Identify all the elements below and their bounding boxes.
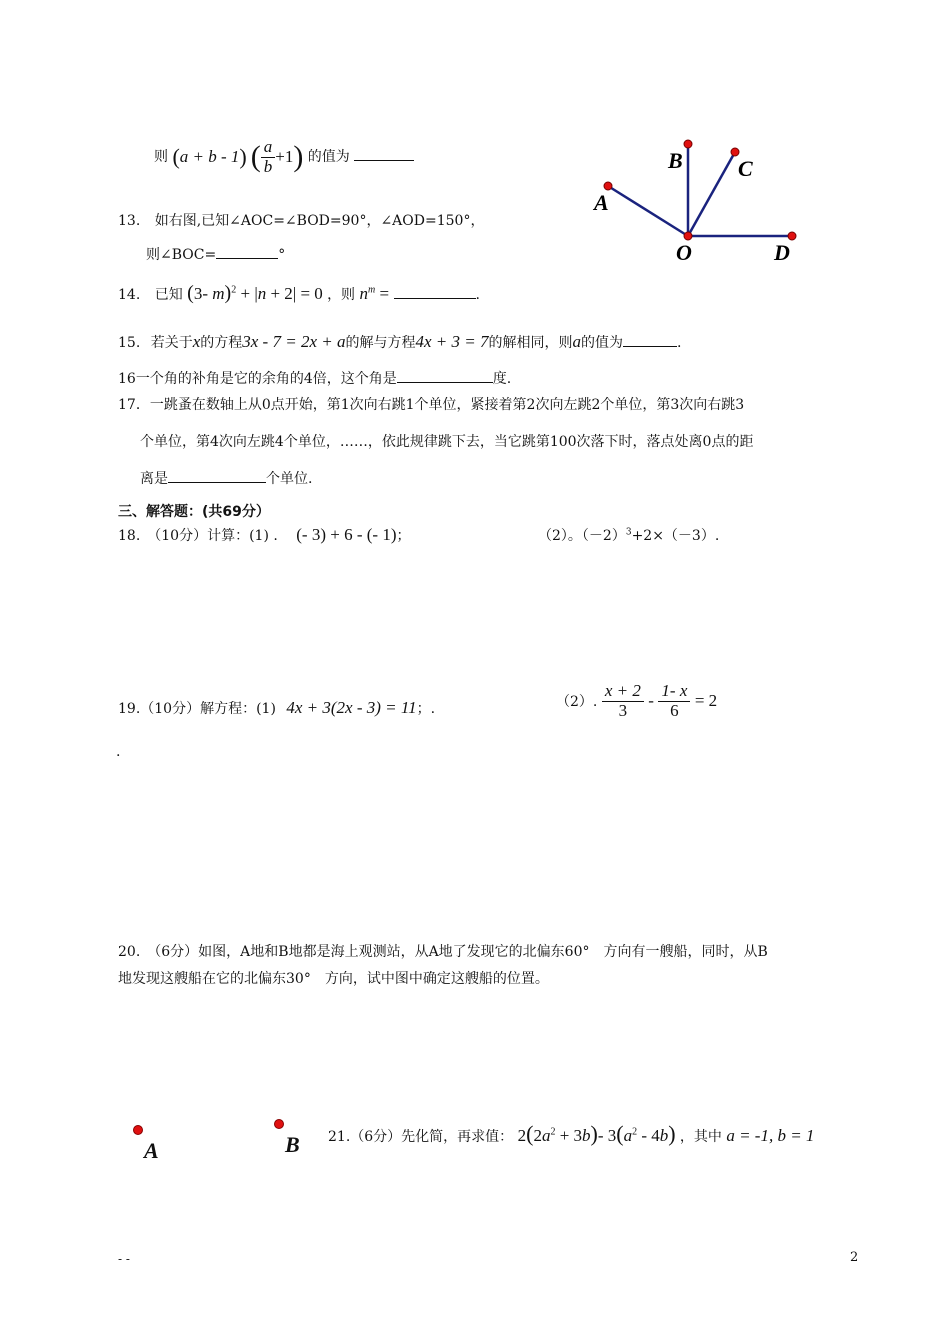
- q15-text3: 的解与方程: [345, 335, 416, 351]
- q14-line: [118, 282, 480, 305]
- q19-line: [118, 698, 435, 718]
- q18-exponent: 3: [625, 527, 632, 538]
- q19-part2: [556, 682, 717, 720]
- ray-oc: [688, 152, 735, 236]
- q19-minus: -: [648, 691, 654, 711]
- point-b: [684, 140, 692, 148]
- station-b-point: [274, 1119, 284, 1129]
- q16-answer-blank[interactable]: [397, 382, 493, 383]
- q21-line: [328, 1121, 814, 1147]
- q13-prefix: 则∠BOC=: [146, 247, 217, 263]
- q15-answer-blank[interactable]: [623, 346, 677, 347]
- station-a-label: A: [144, 1138, 159, 1163]
- point-a: [604, 182, 612, 190]
- q14-expression: (3- m)$^2$ + |n + 2| = 0: [187, 282, 323, 304]
- q16-line: [118, 368, 511, 388]
- page-number: 2: [850, 1250, 859, 1265]
- q14-end: .: [475, 287, 480, 303]
- q17-line1: 17．一跳蚤在数轴上从0点开始，第1次向右跳1个单位，紧接着第2次向左跳2个单位，第3次向右跳3: [118, 397, 745, 413]
- q15-a: a: [572, 332, 581, 351]
- point-c: [731, 148, 739, 156]
- q17-prefix: 离是: [140, 471, 168, 487]
- q13-line1: [118, 210, 484, 230]
- q14-mid: ，则: [327, 287, 356, 303]
- label-o: O: [676, 240, 692, 265]
- q15-equation1: 3x - 7 = 2x + a: [242, 332, 346, 351]
- footer-left: - -: [118, 1252, 130, 1266]
- q18-text: 18. （10分）计算：(1) .: [118, 528, 278, 544]
- q15-number: 15.: [118, 335, 141, 351]
- q16-text: 16一个角的补角是它的余角的4倍，这个角是: [118, 371, 397, 387]
- q17-line3: [140, 468, 312, 488]
- q19-den1: 3: [618, 700, 628, 720]
- q21-condition: a = -1, b = 1: [726, 1126, 815, 1145]
- q15-text2: 的方程: [200, 335, 243, 351]
- q21-comma: ，其中: [679, 1129, 722, 1145]
- point-o: [684, 232, 692, 240]
- station-b-label: B: [285, 1132, 300, 1157]
- q20-line2: 地发现这艘船在它的北偏东30° 方向，试中图中确定这艘船的位置。: [118, 971, 549, 987]
- section-title: 三、解答题：(共69分）: [118, 504, 270, 520]
- q18-line: [118, 525, 410, 545]
- label-a: A: [594, 190, 609, 215]
- q16-end: 度.: [492, 371, 512, 387]
- q13-answer-blank[interactable]: [216, 258, 278, 259]
- q15-end: .: [676, 335, 682, 351]
- q19-num2: 1- x: [658, 682, 690, 702]
- q19-equation1: 4x + 3(2x - 3) = 11: [286, 698, 417, 717]
- label-b: B: [668, 148, 683, 173]
- q19-separator: ；.: [416, 701, 436, 717]
- q18-separator: ；: [396, 528, 411, 544]
- q19-fraction1: [602, 682, 644, 720]
- point-d: [788, 232, 796, 240]
- q12-continuation: [154, 138, 414, 176]
- q15-text1: 若关于: [150, 335, 193, 351]
- q19-fraction2: [658, 682, 690, 720]
- q19-num1: x + 2: [602, 682, 644, 702]
- q12-suffix: 的值为: [307, 149, 350, 166]
- q20-line1: 20. （6分）如图，A地和B地都是海上观测站，从A地了发现它的北偏东60° 方向有一艘船，同时，从B: [118, 944, 768, 960]
- q13-suffix: °: [278, 247, 286, 263]
- q17-line2: 个单位，第4次向左跳4个单位，……，依此规律跳下去，当它跳第100次落下时，落点处离0点的距: [140, 434, 754, 450]
- q19-part2-label: （2）.: [556, 694, 598, 711]
- angle-figure-lines: [608, 144, 792, 236]
- q19-rhs: = 2: [694, 691, 718, 711]
- q21-text: 21.（6分）先化简，再求值：: [328, 1129, 514, 1145]
- q15-x: x: [192, 332, 201, 351]
- q15-equation2: 4x + 3 = 7: [415, 332, 489, 351]
- q18-part2: [538, 525, 719, 545]
- q15-text4: 的解相同，则: [488, 335, 573, 351]
- q12-answer-blank[interactable]: [354, 160, 414, 161]
- angle-figure: [580, 130, 810, 270]
- q17-answer-blank[interactable]: [168, 482, 266, 483]
- q21-expression: $2(2a^2 + 3b)-$ $3(a^2 - 4b)$: [517, 1121, 676, 1146]
- q18-expression1: (- 3) + 6 - (- 1): [296, 525, 397, 544]
- q15-text5: 的值为: [580, 335, 623, 351]
- q19-den2: 6: [670, 700, 679, 720]
- q12-expression: ( a + b - 1 ) ( $\frac{a}{b}$ +1 ): [172, 137, 304, 176]
- q12-prefix: 则: [154, 149, 168, 166]
- q17-suffix: 个单位.: [266, 471, 313, 487]
- q14-answer-blank[interactable]: [394, 298, 476, 299]
- q13-text: 如右图,已知∠AOC=∠BOD=90°，∠AOD=150°，: [154, 213, 485, 229]
- q14-nm: $n^m$ =: [359, 284, 390, 303]
- q15-line: [118, 332, 681, 352]
- q13-number: 13.: [118, 213, 141, 229]
- q14-prefix: 已知: [154, 287, 183, 303]
- q19-text: 19.（10分）解方程：(1): [118, 701, 276, 717]
- q13-line2: [146, 244, 285, 264]
- label-d: D: [774, 240, 790, 265]
- q19-dot: .: [116, 744, 121, 760]
- ray-oa: [608, 186, 688, 236]
- station-a-point: [133, 1125, 143, 1135]
- q18-part2-text: （2）。（－2）: [538, 528, 626, 544]
- q18-part2-rest: +2×（－3）.: [631, 528, 720, 544]
- q14-number: 14.: [118, 287, 141, 303]
- label-c: C: [738, 156, 753, 181]
